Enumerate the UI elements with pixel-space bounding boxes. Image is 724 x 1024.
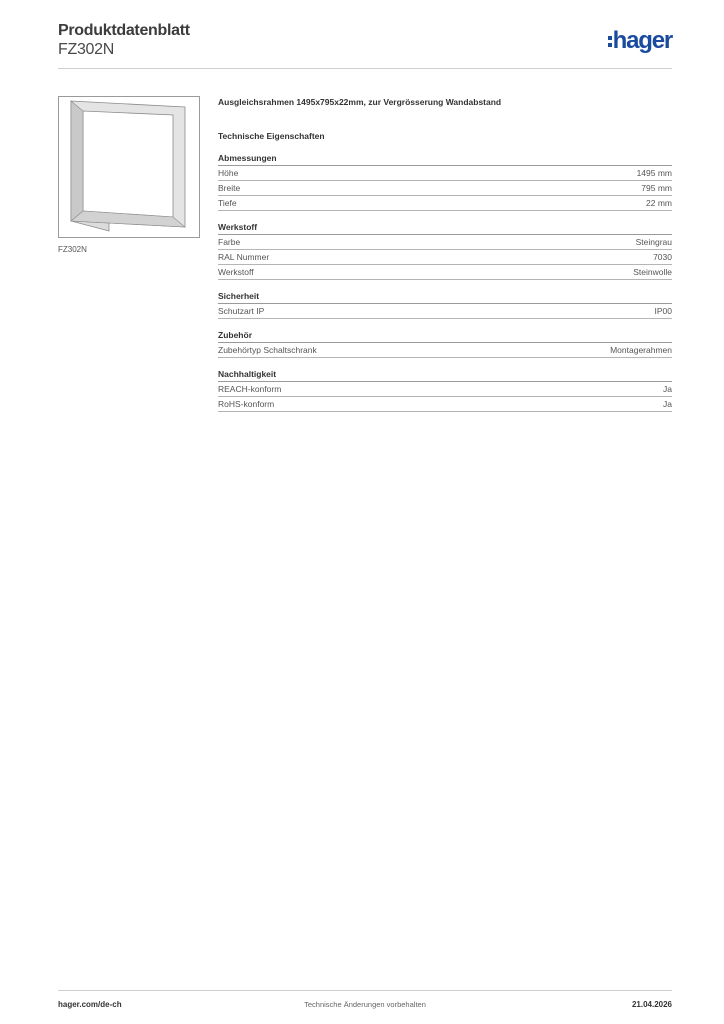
spec-label: Schutzart IP bbox=[218, 306, 265, 316]
spec-value: Ja bbox=[663, 399, 672, 409]
spec-label: Zubehörtyp Schaltschrank bbox=[218, 345, 317, 355]
spec-label: Tiefe bbox=[218, 198, 237, 208]
group-heading-abmessungen: Abmessungen bbox=[218, 152, 672, 166]
group-heading-werkstoff: Werkstoff bbox=[218, 221, 672, 235]
spec-value: 7030 bbox=[653, 252, 672, 262]
spec-row bbox=[218, 181, 672, 196]
spec-label: RAL Nummer bbox=[218, 252, 270, 262]
spec-value: IP00 bbox=[654, 306, 672, 316]
frame-illustration-icon bbox=[59, 97, 199, 237]
logo-text: hager bbox=[612, 27, 672, 54]
spec-value: Montagerahmen bbox=[610, 345, 672, 355]
section-title: Technische Eigenschaften bbox=[218, 131, 325, 141]
product-image bbox=[58, 96, 200, 238]
product-code: FZ302N bbox=[58, 41, 114, 58]
spec-label: Werkstoff bbox=[218, 267, 254, 277]
spec-row bbox=[218, 304, 672, 319]
page-header bbox=[58, 22, 672, 69]
spec-value: 1495 mm bbox=[636, 168, 672, 178]
footer-date: 21.04.2026 bbox=[631, 1000, 672, 1009]
spec-value: 795 mm bbox=[641, 183, 672, 193]
spec-label: RoHS-konform bbox=[218, 399, 275, 409]
group-heading-zubehoer: Zubehör bbox=[218, 329, 672, 343]
spec-value: Steinwolle bbox=[633, 267, 672, 277]
spec-value: Ja bbox=[663, 384, 672, 394]
spec-row bbox=[218, 166, 672, 181]
spec-row bbox=[218, 250, 672, 265]
document-title: Produktdatenblatt bbox=[58, 22, 190, 39]
spec-row bbox=[218, 382, 672, 397]
footer-note: Technische Änderungen vorbehalten bbox=[304, 1000, 426, 1009]
spec-value: 22 mm bbox=[646, 198, 672, 208]
page-footer bbox=[58, 990, 672, 1021]
spec-label: REACH-konform bbox=[218, 384, 282, 394]
spec-value: Steingrau bbox=[635, 237, 672, 247]
group-heading-nachhaltigkeit: Nachhaltigkeit bbox=[218, 368, 672, 382]
spec-label: Breite bbox=[218, 183, 241, 193]
logo-dots-icon bbox=[608, 36, 612, 47]
spec-row bbox=[218, 235, 672, 250]
spec-row bbox=[218, 343, 672, 358]
hager-logo bbox=[608, 28, 672, 54]
product-description: Ausgleichsrahmen 1495x795x22mm, zur Vergrösserung Wandabstand bbox=[218, 97, 502, 107]
image-caption: FZ302N bbox=[58, 245, 87, 254]
product-details bbox=[218, 96, 672, 412]
spec-label: Höhe bbox=[218, 168, 239, 178]
spec-row bbox=[218, 265, 672, 280]
spec-row bbox=[218, 196, 672, 211]
footer-website: hager.com/de-ch bbox=[58, 1000, 122, 1009]
spec-row bbox=[218, 397, 672, 412]
group-heading-sicherheit: Sicherheit bbox=[218, 290, 672, 304]
spec-label: Farbe bbox=[218, 237, 241, 247]
